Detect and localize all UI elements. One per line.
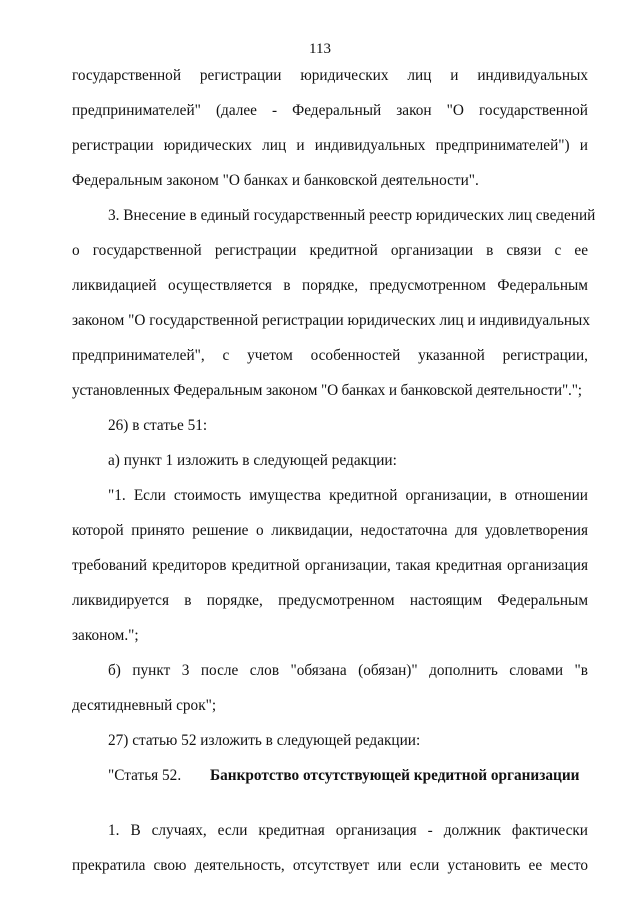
text-line: прекратила свою деятельность, отсутствует или если установить ее место bbox=[72, 857, 588, 874]
text-line: ликвидируется в порядке, предусмотренном настоящим Федеральным bbox=[72, 592, 588, 609]
page-number: 113 bbox=[309, 41, 331, 57]
text-line: "1. Если стоимость имущества кредитной организации, в отношении bbox=[108, 487, 588, 504]
text-line: Федеральным законом "О банках и банковской деятельности". bbox=[72, 172, 479, 189]
text-line: требований кредиторов кредитной организации, такая кредитная организация bbox=[72, 557, 588, 574]
text-line: государственной регистрации юридических лиц и индивидуальных bbox=[72, 67, 588, 84]
text-line: законом."; bbox=[72, 627, 139, 644]
text-line: о государственной регистрации кредитной организации в связи с ее bbox=[72, 242, 588, 259]
text-line: предпринимателей" (далее - Федеральный закон "О государственной bbox=[72, 102, 588, 119]
text-line: 26) в статье 51: bbox=[108, 417, 208, 434]
text-line: которой принято решение о ликвидации, недостаточна для удовлетворения bbox=[72, 522, 588, 539]
text-line: установленных Федеральным законом "О банках и банковской деятельности"."; bbox=[72, 382, 582, 399]
text-line: а) пункт 1 изложить в следующей редакции: bbox=[108, 452, 397, 469]
article-number: "Статья 52. bbox=[108, 767, 182, 784]
article-heading bbox=[108, 766, 588, 786]
text-line: законом "О государственной регистрации юридических лиц и индивидуальных bbox=[72, 312, 590, 329]
text-line: предпринимателей", с учетом особенностей указанной регистрации, bbox=[72, 347, 588, 364]
text-line: 27) статью 52 изложить в следующей редакции: bbox=[108, 732, 421, 749]
text-line: регистрации юридических лиц и индивидуальных предпринимателей") и bbox=[72, 137, 588, 154]
text-line: 3. Внесение в единый государственный реестр юридических лиц сведений bbox=[108, 207, 596, 224]
text-line: б) пункт 3 после слов "обязана (обязан)" дополнить словами "в bbox=[108, 662, 588, 679]
text-line: десятидневный срок"; bbox=[72, 697, 217, 714]
article-title: Банкротство отсутствующей кредитной организации bbox=[210, 767, 580, 784]
text-line: 1. В случаях, если кредитная организация - должник фактически bbox=[108, 822, 588, 839]
text-line: ликвидацией осуществляется в порядке, предусмотренном Федеральным bbox=[72, 277, 588, 294]
